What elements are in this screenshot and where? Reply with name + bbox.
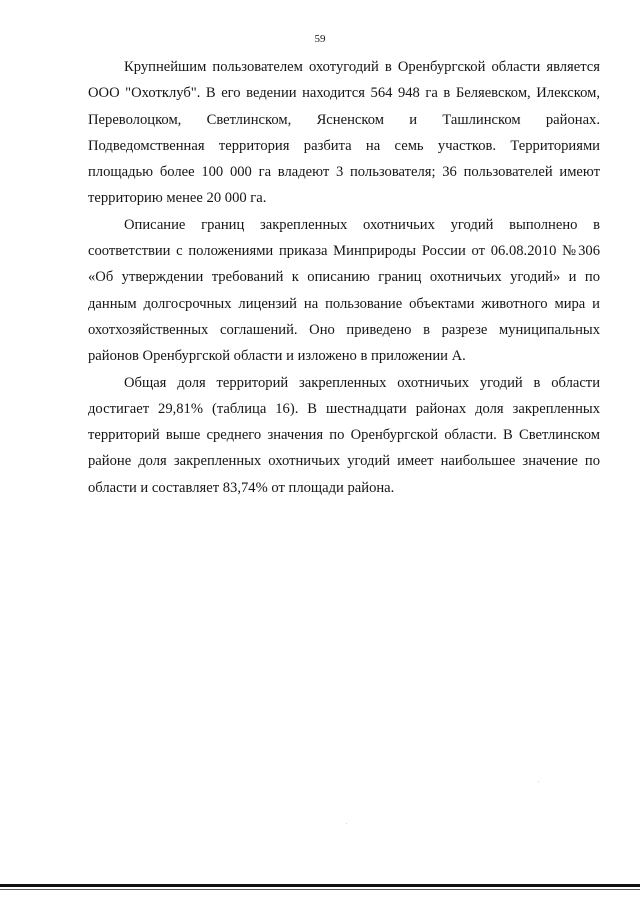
scan-speck (538, 781, 539, 782)
page-number: 59 (314, 33, 326, 45)
body-text (88, 54, 600, 501)
bottom-rule-shadow (0, 889, 640, 890)
paragraph-boundary-description: Описание границ закрепленных охотничьих угодий выполнено в соответствии с положениями приказа Минприроды России от 06.08.2010 №306 «Об утверждении требований к описанию границ охотничьих угодий» и по данным долгосрочных лицензий на пользование объектами животного мира и охотхозяйственных соглашений. Оно приведено в разрезе муниципальных районов Оренбургской области и изложено в приложении А. (88, 216, 600, 365)
bottom-rule (0, 884, 640, 887)
paragraph-hunting-users: Крупнейшим пользователем охотугодий в Оренбургской области является ООО "Охотклуб". В его ведении находится 564 948 га в Беляевском, Илекском, Переволоцком, Светлинском, Ясненском и Ташлинском районах. Подведомственная территория разбита на семь участков. Территориями площадью более 100 000 га владеют 3 пользователя; 36 пользователей имеют территорию менее 20 000 га. (88, 59, 600, 207)
scan-speck (346, 823, 347, 824)
paragraph-assigned-share: Общая доля территорий закрепленных охотничьих угодий в области достигает 29,81% (таблица 16). В шестнадцати районах доля закрепленных территорий выше среднего значения по Оренбургской области. В Светлинском районе доля закрепленных охотничьих угодий имеет наибольшее значение по области и составляет 83,74% от площади района. (88, 374, 600, 496)
